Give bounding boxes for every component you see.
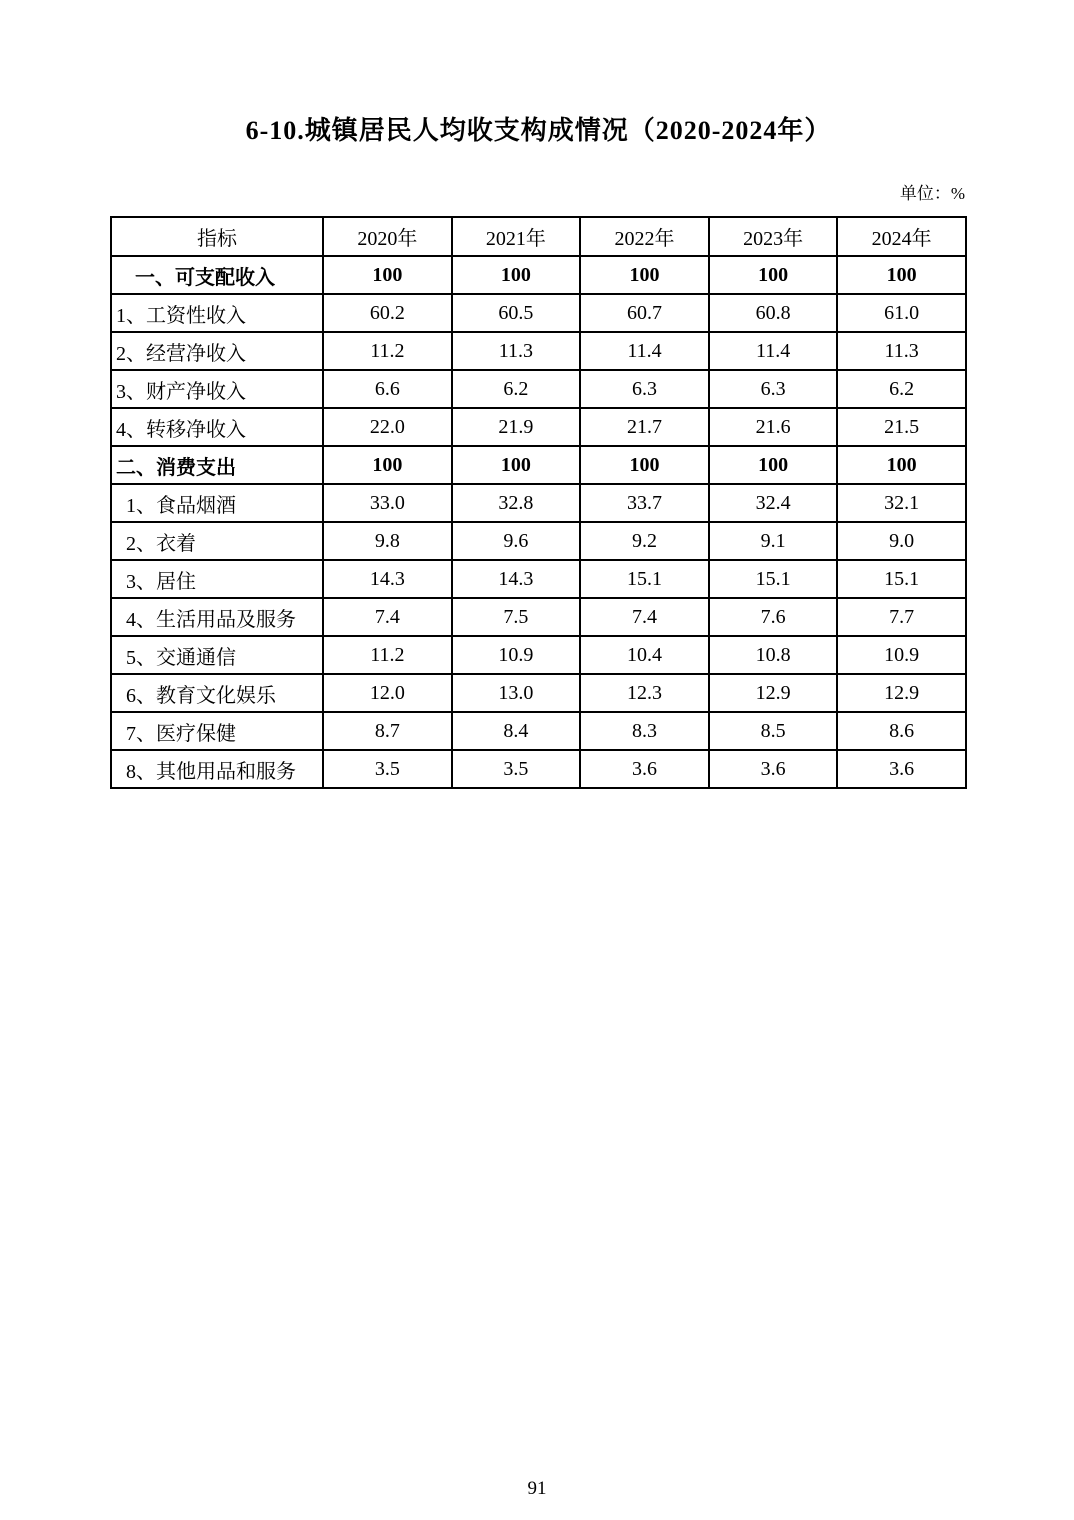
table-body bbox=[111, 256, 966, 788]
row-label: 4、生活用品及服务 bbox=[111, 598, 323, 636]
cell-value: 21.9 bbox=[452, 408, 581, 446]
cell-value: 3.6 bbox=[709, 750, 838, 788]
cell-value: 33.0 bbox=[323, 484, 452, 522]
cell-value: 21.5 bbox=[837, 408, 966, 446]
cell-value: 21.7 bbox=[580, 408, 709, 446]
cell-value: 9.1 bbox=[709, 522, 838, 560]
column-header-1: 2020年 bbox=[323, 217, 452, 256]
column-header-2: 2021年 bbox=[452, 217, 581, 256]
cell-value: 13.0 bbox=[452, 674, 581, 712]
table-row bbox=[111, 674, 966, 712]
cell-value: 10.8 bbox=[709, 636, 838, 674]
cell-value: 12.9 bbox=[709, 674, 838, 712]
cell-value: 3.6 bbox=[580, 750, 709, 788]
cell-value: 7.6 bbox=[709, 598, 838, 636]
cell-value: 12.0 bbox=[323, 674, 452, 712]
cell-value: 61.0 bbox=[837, 294, 966, 332]
cell-value: 6.6 bbox=[323, 370, 452, 408]
cell-value: 60.8 bbox=[709, 294, 838, 332]
row-label: 4、转移净收入 bbox=[111, 408, 323, 446]
row-label: 5、交通通信 bbox=[111, 636, 323, 674]
cell-value: 9.8 bbox=[323, 522, 452, 560]
page-title: 6-10.城镇居民人均收支构成情况（2020-2024年） bbox=[245, 116, 832, 145]
table-row bbox=[111, 560, 966, 598]
row-label: 1、食品烟酒 bbox=[111, 484, 323, 522]
cell-value: 100 bbox=[709, 446, 838, 484]
cell-value: 22.0 bbox=[323, 408, 452, 446]
column-header-4: 2023年 bbox=[709, 217, 838, 256]
column-header-3: 2022年 bbox=[580, 217, 709, 256]
cell-value: 100 bbox=[837, 446, 966, 484]
cell-value: 11.4 bbox=[709, 332, 838, 370]
cell-value: 100 bbox=[709, 256, 838, 294]
cell-value: 6.3 bbox=[709, 370, 838, 408]
table-row bbox=[111, 750, 966, 788]
row-label: 一、可支配收入 bbox=[111, 256, 323, 294]
row-label: 二、消费支出 bbox=[111, 446, 323, 484]
cell-value: 33.7 bbox=[580, 484, 709, 522]
cell-value: 8.7 bbox=[323, 712, 452, 750]
cell-value: 100 bbox=[452, 446, 581, 484]
cell-value: 60.7 bbox=[580, 294, 709, 332]
cell-value: 8.4 bbox=[452, 712, 581, 750]
cell-value: 100 bbox=[580, 446, 709, 484]
cell-value: 14.3 bbox=[323, 560, 452, 598]
row-label: 3、财产净收入 bbox=[111, 370, 323, 408]
table-row bbox=[111, 370, 966, 408]
cell-value: 11.2 bbox=[323, 636, 452, 674]
cell-value: 32.8 bbox=[452, 484, 581, 522]
cell-value: 21.6 bbox=[709, 408, 838, 446]
cell-value: 14.3 bbox=[452, 560, 581, 598]
cell-value: 7.4 bbox=[580, 598, 709, 636]
cell-value: 10.9 bbox=[837, 636, 966, 674]
cell-value: 11.4 bbox=[580, 332, 709, 370]
unit-note: 单位：% bbox=[899, 184, 965, 203]
cell-value: 8.3 bbox=[580, 712, 709, 750]
cell-value: 9.6 bbox=[452, 522, 581, 560]
table-row bbox=[111, 712, 966, 750]
cell-value: 7.7 bbox=[837, 598, 966, 636]
table-row bbox=[111, 408, 966, 446]
cell-value: 15.1 bbox=[709, 560, 838, 598]
table-row bbox=[111, 256, 966, 294]
cell-value: 15.1 bbox=[837, 560, 966, 598]
table-header bbox=[111, 217, 966, 256]
row-label: 6、教育文化娱乐 bbox=[111, 674, 323, 712]
cell-value: 3.5 bbox=[323, 750, 452, 788]
cell-value: 11.2 bbox=[323, 332, 452, 370]
cell-value: 32.4 bbox=[709, 484, 838, 522]
cell-value: 9.2 bbox=[580, 522, 709, 560]
cell-value: 100 bbox=[580, 256, 709, 294]
cell-value: 7.5 bbox=[452, 598, 581, 636]
cell-value: 6.2 bbox=[452, 370, 581, 408]
column-header-0: 指标 bbox=[111, 217, 323, 256]
cell-value: 100 bbox=[452, 256, 581, 294]
cell-value: 7.4 bbox=[323, 598, 452, 636]
cell-value: 60.5 bbox=[452, 294, 581, 332]
cell-value: 15.1 bbox=[580, 560, 709, 598]
cell-value: 11.3 bbox=[452, 332, 581, 370]
cell-value: 12.9 bbox=[837, 674, 966, 712]
cell-value: 100 bbox=[323, 256, 452, 294]
cell-value: 6.2 bbox=[837, 370, 966, 408]
income-expenditure-table bbox=[110, 216, 967, 789]
cell-value: 8.6 bbox=[837, 712, 966, 750]
cell-value: 100 bbox=[323, 446, 452, 484]
row-label: 7、医疗保健 bbox=[111, 712, 323, 750]
row-label: 2、经营净收入 bbox=[111, 332, 323, 370]
cell-value: 11.3 bbox=[837, 332, 966, 370]
table-row bbox=[111, 446, 966, 484]
row-label: 3、居住 bbox=[111, 560, 323, 598]
cell-value: 10.4 bbox=[580, 636, 709, 674]
table-row bbox=[111, 598, 966, 636]
table-row bbox=[111, 522, 966, 560]
cell-value: 10.9 bbox=[452, 636, 581, 674]
row-label: 1、工资性收入 bbox=[111, 294, 323, 332]
cell-value: 3.6 bbox=[837, 750, 966, 788]
row-label: 2、衣着 bbox=[111, 522, 323, 560]
page-number: 91 bbox=[527, 1478, 547, 1499]
cell-value: 9.0 bbox=[837, 522, 966, 560]
table-row bbox=[111, 294, 966, 332]
cell-value: 100 bbox=[837, 256, 966, 294]
cell-value: 60.2 bbox=[323, 294, 452, 332]
cell-value: 12.3 bbox=[580, 674, 709, 712]
cell-value: 8.5 bbox=[709, 712, 838, 750]
table-row bbox=[111, 636, 966, 674]
table-row bbox=[111, 484, 966, 522]
row-label: 8、其他用品和服务 bbox=[111, 750, 323, 788]
cell-value: 32.1 bbox=[837, 484, 966, 522]
cell-value: 3.5 bbox=[452, 750, 581, 788]
column-header-5: 2024年 bbox=[837, 217, 966, 256]
cell-value: 6.3 bbox=[580, 370, 709, 408]
header-row bbox=[111, 217, 966, 256]
table-row bbox=[111, 332, 966, 370]
